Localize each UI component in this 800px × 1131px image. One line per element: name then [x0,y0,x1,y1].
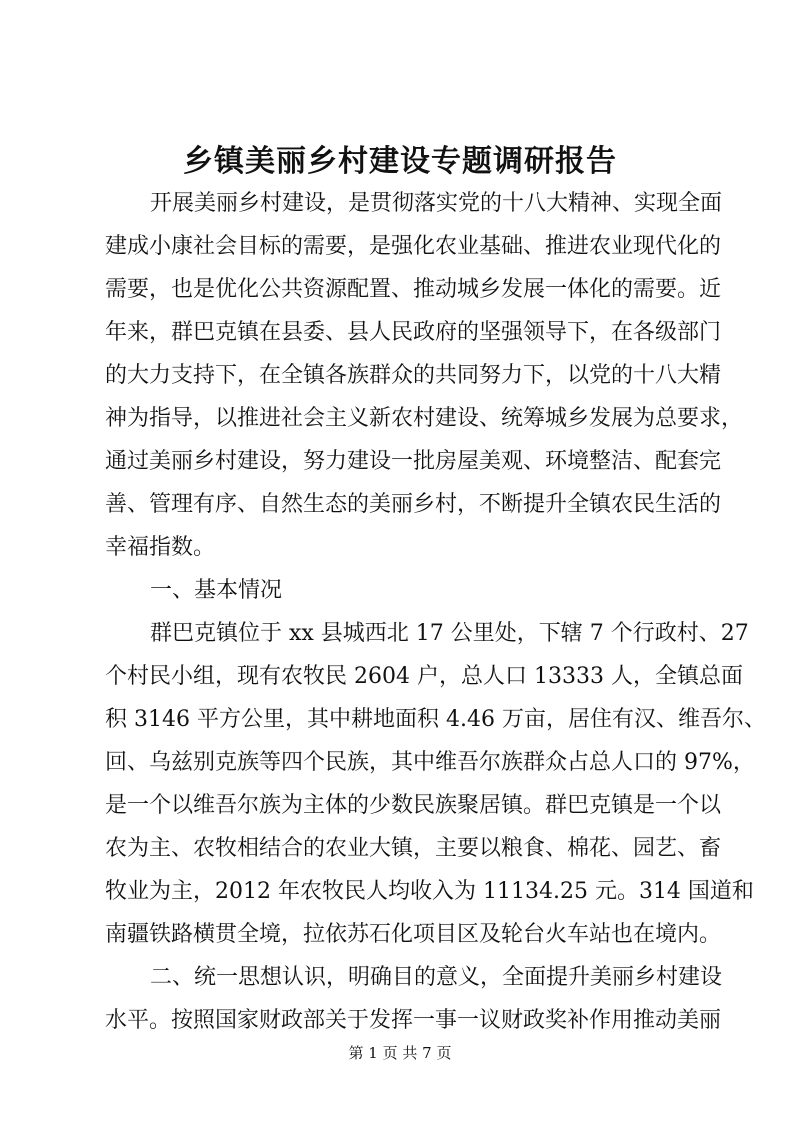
paragraph-line: 神为指导，以推进社会主义新农村建设、统筹城乡发展为总要求， [105,406,744,431]
paragraph-line: 年来，群巴克镇在县委、县人民政府的坚强领导下，在各级部门 [105,320,722,345]
paragraph-line: 牧业为主，2012 年农牧民人均收入为 11134.25 元。314 国道和 [105,879,754,904]
paragraph-line: 建成小康社会目标的需要，是强化农业基础、推进农业现代化的 [105,234,722,259]
section-heading: 一、基本情况 [150,578,283,603]
paragraph-line: 南疆铁路横贯全境，拉依苏石化项目区及轮台火车站也在境内。 [105,922,722,947]
paragraph-line: 积 3146 平方公里，其中耕地面积 4.46 万亩，居住有汉、维吾尔、 [105,707,766,732]
paragraph-line: 回、乌兹别克族等四个民族，其中维吾尔族群众占总人口的 97%， [105,750,755,775]
page-number: 第 1 页 共 7 页 [348,1044,452,1062]
paragraph-line: 是一个以维吾尔族为主体的少数民族聚居镇。群巴克镇是一个以 [105,793,722,818]
paragraph-line: 水平。按照国家财政部关于发挥一事一议财政奖补作用推动美丽 [105,1008,722,1033]
document-title: 乡镇美丽乡村建设专题调研报告 [183,144,617,179]
paragraph-line: 群巴克镇位于 xx 县城西北 17 公里处，下辖 7 个行政村、27 [150,621,749,646]
paragraph-line: 的大力支持下，在全镇各族群众的共同努力下，以党的十八大精 [105,363,722,388]
section-heading: 二、统一思想认识，明确目的意义，全面提升美丽乡村建设 [150,965,723,990]
paragraph-line: 通过美丽乡村建设，努力建设一批房屋美观、环境整洁、配套完 [105,449,722,474]
paragraph-line: 个村民小组，现有农牧民 2604 户，总人口 13333 人，全镇总面 [105,664,743,689]
paragraph-line: 善、管理有序、自然生态的美丽乡村，不断提升全镇农民生活的 [105,492,722,517]
paragraph-line: 农为主、农牧相结合的农业大镇，主要以粮食、棉花、园艺、畜 [105,836,722,861]
paragraph-line: 幸福指数。 [105,535,216,560]
paragraph-line: 需要，也是优化公共资源配置、推动城乡发展一体化的需要。近 [105,277,722,302]
paragraph-line: 开展美丽乡村建设，是贯彻落实党的十八大精神、实现全面 [150,191,723,216]
